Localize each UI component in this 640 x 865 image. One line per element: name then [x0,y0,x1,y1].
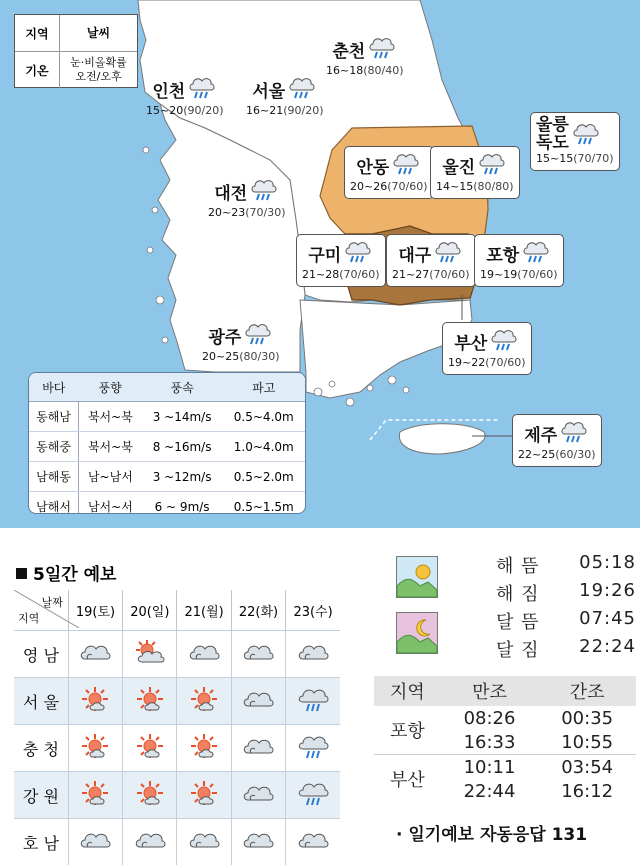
sunrise-row: 해 뜸 05:18 [496,552,636,578]
cloudy-icon [68,819,122,865]
rain-icon [286,772,340,819]
rain-cloud-icon [521,238,551,268]
partly-cloudy-icon [123,631,177,678]
rain-cloud-icon [243,320,273,350]
legend-precip: 눈·비올확률 오전/오후 [60,52,137,88]
tide-row: 포항 08:26 00:35 [374,706,636,730]
region-label: 호 남 [14,819,68,865]
city-jeju: 제주 22~25(60/30) [512,414,602,467]
rain-cloud-icon [187,74,217,104]
cloudy-icon [123,819,177,865]
sea-header-cell: 파고 [223,373,305,402]
sea-row: 동해남 북서~북 3 ~14m/s 0.5~4.0m [29,402,305,432]
cloudy-icon [231,678,285,725]
city-daegu: 대구 21~27(70/60) [386,234,476,287]
legend-temp: 기온 [15,52,60,88]
sea-header-cell: 풍향 [79,373,142,402]
sunset-row: 해 짐 19:26 [496,580,636,606]
sea-row: 남해동 남~남서 3 ~12m/s 0.5~2.0m [29,462,305,492]
cloudy-icon [231,631,285,678]
rain-cloud-icon [559,418,589,448]
sunny-icon [177,772,231,819]
forecast-corner: 날짜 지역 [14,590,68,631]
forecast-row [14,678,340,725]
sea-header-cell: 풍속 [142,373,223,402]
rain-cloud-icon [287,74,317,104]
city-daejeon: 대전 20~23(70/30) [208,176,286,220]
cloudy-icon [286,631,340,678]
cloudy-icon [177,819,231,865]
day-header: 20(일) [123,590,177,631]
sunny-icon [177,678,231,725]
day-header: 22(화) [231,590,285,631]
moonrise-row: 달 뜸 07:45 [496,608,636,634]
region-label: 강 원 [14,772,68,819]
city-busan: 부산 19~22(70/60) [442,322,532,375]
auto-response-footer: · 일기예보 자동응답 131 [396,820,587,845]
sea-header-cell: 바다 [29,373,79,402]
city-gwangju: 광주 20~25(80/30) [202,320,280,364]
city-andong: 안동 20~26(70/60) [344,146,434,199]
moonrise-icon [396,612,438,654]
tide-header: 지역 만조 간조 [374,676,636,706]
sunny-icon [68,725,122,772]
rain-cloud-icon [343,238,373,268]
sunny-icon [123,725,177,772]
tide-table [374,676,636,803]
sea-row: 동해중 북서~북 8 ~16m/s 1.0~4.0m [29,432,305,462]
cloudy-icon [231,819,285,865]
sunrise-icon [396,556,438,598]
city-chuncheon: 춘천 16~18(80/40) [326,34,404,78]
city-seoul: 서울 16~21(90/20) [246,74,324,118]
region-label: 충 청 [14,725,68,772]
forecast-table [14,590,340,865]
legend-weather: 날씨 [60,15,137,51]
city-uljin: 울진 14~15(80/80) [430,146,520,199]
city-pohang: 포항 19~19(70/60) [474,234,564,287]
tide-row: 22:44 16:12 [374,779,636,803]
cloudy-icon [68,631,122,678]
sunny-icon [123,678,177,725]
forecast-row [14,819,340,865]
jeju-island [399,424,485,454]
sunny-icon [68,678,122,725]
sea-conditions-table [28,372,306,514]
city-incheon: 인천 15~20(90/20) [146,74,224,118]
rain-cloud-icon [433,238,463,268]
rain-icon [286,725,340,772]
sunny-icon [177,725,231,772]
rain-cloud-icon [477,150,507,180]
rain-cloud-icon [391,150,421,180]
day-header: 21(월) [177,590,231,631]
city-ulleung-dokdo: 울릉 독도 15~15(70/70) [530,112,620,171]
cloudy-icon [177,631,231,678]
forecast-title: 5일간 예보 [16,560,116,585]
day-header: 19(토) [68,590,122,631]
sunny-icon [68,772,122,819]
forecast-header [14,590,340,631]
moonset-row: 달 짐 22:24 [496,636,636,662]
city-gumi: 구미 21~28(70/60) [296,234,386,287]
tide-row: 16:33 10:55 [374,730,636,755]
cloudy-icon [286,819,340,865]
forecast-row [14,772,340,819]
map-legend [14,14,138,88]
region-label: 영 남 [14,631,68,678]
cloudy-icon [231,725,285,772]
forecast-row [14,725,340,772]
legend-region: 지역 [15,15,60,51]
sea-header [29,373,305,402]
region-label: 서 울 [14,678,68,725]
cloudy-icon [231,772,285,819]
rain-icon [286,678,340,725]
rain-cloud-icon [489,326,519,356]
sea-row: 남해서 남서~서 6 ~ 9m/s 0.5~1.5m [29,492,305,515]
rain-cloud-icon [571,120,601,150]
rain-cloud-icon [249,176,279,206]
rain-cloud-icon [367,34,397,64]
tide-row: 부산 10:11 03:54 [374,755,636,780]
day-header: 23(수) [286,590,340,631]
forecast-row [14,631,340,678]
sunny-icon [123,772,177,819]
